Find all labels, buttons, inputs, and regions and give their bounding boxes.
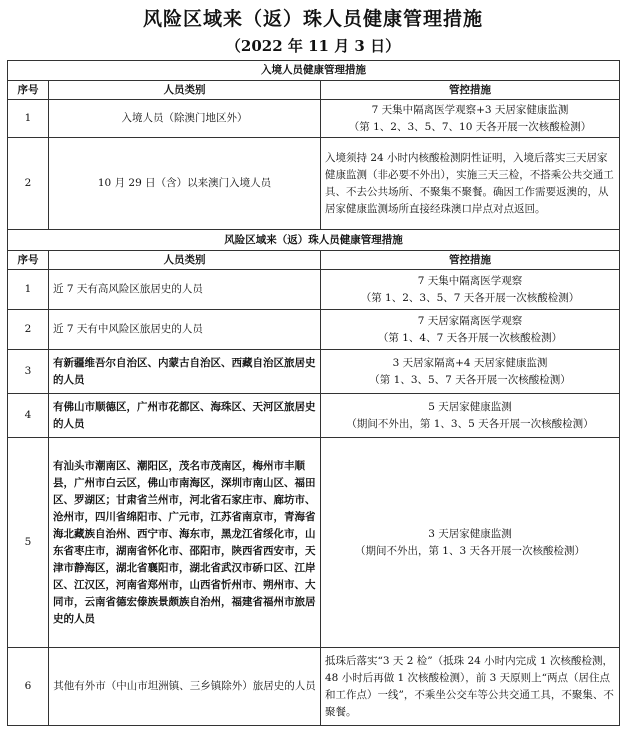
section-header [8,230,620,251]
row-measures: 3 天居家健康监测 （期间不外出，第 1、3 天各开展一次核酸检测） [321,438,620,648]
row-number: 1 [8,100,49,138]
row-number: 5 [8,438,49,648]
row-number: 3 [8,350,49,394]
table-row [8,350,620,394]
section-header [8,61,620,81]
table-row [8,270,620,310]
row-category: 其他有外市（中山市坦洲镇、三乡镇除外）旅居史的人员 [49,648,321,726]
row-category: 有佛山市顺德区，广州市花都区、海珠区、天河区旅居史的人员 [49,394,321,438]
row-category: 近 7 天有高风险区旅居史的人员 [49,270,321,310]
row-number: 6 [8,648,49,726]
row-number: 2 [8,138,49,230]
row-category: 入境人员（除澳门地区外） [49,100,321,138]
measures-table [7,60,620,726]
column-header-measures: 管控措施 [321,251,620,270]
table-row [8,138,620,230]
table-row [8,100,620,138]
row-number: 4 [8,394,49,438]
row-measures: 7 天居家隔离医学观察 （第 1、4、7 天各开展一次核酸检测） [321,310,620,350]
row-measures: 抵珠后落实“3 天 2 检”（抵珠 24 小时内完成 1 次核酸检测，48 小时后再做 1 次核酸检测），前 3 天原则上“两点（居住点和工作点）一线”，不乘坐公交车等公共交通工具，不聚集、不聚餐。 [321,648,620,726]
column-header-no: 序号 [8,251,49,270]
column-header-row [8,251,620,270]
column-header-category: 人员类别 [49,81,321,100]
row-measures: 3 天居家隔离+4 天居家健康监测 （第 1、3、5、7 天各开展一次核酸检测） [321,350,620,394]
table-row [8,310,620,350]
column-header-row [8,81,620,100]
section-title: 风险区域来（返）珠人员健康管理措施 [8,230,620,251]
page-date: （2022 年 11 月 3 日） [225,37,401,55]
column-header-no: 序号 [8,81,49,100]
row-category: 近 7 天有中风险区旅居史的人员 [49,310,321,350]
row-measures: 7 天集中隔离医学观察+3 天居家健康监测 （第 1、2、3、5、7、10 天各开展一次核酸检测） [321,100,620,138]
row-category: 10 月 29 日（含）以来澳门入境人员 [49,138,321,230]
section-title: 入境人员健康管理措施 [8,61,620,81]
column-header-category: 人员类别 [49,251,321,270]
table-row [8,438,620,648]
row-measures: 5 天居家健康监测 （期间不外出，第 1、3、5 天各开展一次核酸检测） [321,394,620,438]
row-measures: 7 天集中隔离医学观察 （第 1、2、3、5、7 天各开展一次核酸检测） [321,270,620,310]
page-title: 风险区域来（返）珠人员健康管理措施 [142,8,483,30]
row-category: 有新疆维吾尔自治区、内蒙古自治区、西藏自治区旅居史的人员 [49,350,321,394]
row-number: 2 [8,310,49,350]
table-row [8,648,620,726]
row-number: 1 [8,270,49,310]
column-header-measures: 管控措施 [321,81,620,100]
table-row [8,394,620,438]
row-category: 有汕头市潮南区、潮阳区，茂名市茂南区，梅州市丰顺县，广州市白云区，佛山市南海区，深圳市南山区、福田区、罗湖区；甘肃省兰州市，河北省石家庄市、廊坊市、沧州市，四川省绵阳市、广元市，江苏省南京市，青海省海北藏族自治州、西宁市、海东市，黑龙江省绥化市，山东省枣庄市，湖南省怀化市、邵阳市，陕西省西安市，天津市静海区，湖北省襄阳市，湖北省武汉市硚口区、江岸区、江汉区，河南省郑州市，山西省忻州市、朔州市、大同市，云南省德宏傣族景颇族自治州，福建省福州市旅居史的人员 [49,438,321,648]
row-measures: 入境须持 24 小时内核酸检测阴性证明，入境后落实三天居家健康监测（非必要不外出），实施三天三检，不搭乘公共交通工具、不去公共场所、不聚集不聚餐。确因工作需要返澳的，从居家健康监测场所直接经珠澳口岸点对点返回。 [321,138,620,230]
